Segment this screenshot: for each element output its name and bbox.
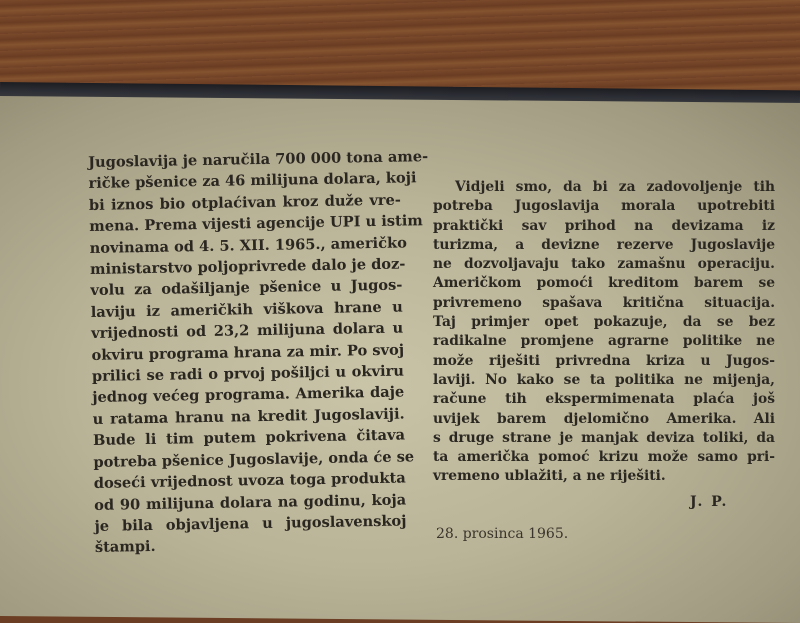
text-line: bi iznos bio otplaćivan kroz duže vre-	[88, 191, 402, 214]
text-line: uvijek barem djelomično Amerika. Ali	[433, 410, 775, 427]
author-signature: J. P.	[690, 494, 729, 510]
text-line: ta američka pomoć krizu može samo pri-	[433, 449, 775, 466]
text-line: od 90 milijuna dolara na godinu, koja	[94, 491, 407, 514]
left-text-column	[88, 147, 429, 559]
text-line: praktički sav prihod na devizama iz	[433, 217, 775, 234]
text-line: Bude li tim putem pokrivena čitava	[92, 426, 406, 450]
text-line: vremeno ublažiti, a ne riješiti.	[433, 468, 666, 485]
text-line: ministarstvo poljoprivrede dalo je doz-	[89, 255, 406, 279]
text-line: s druge strane je manjak deviza toliki, da	[433, 429, 775, 446]
text-line: u ratama hranu na kredit Jugoslaviji.	[92, 405, 405, 428]
text-line: laviju iz američkih viškova hrane u	[90, 298, 403, 321]
text-line: potreba Jugoslavija morala upotrebiti	[433, 198, 775, 215]
text-line: doseći vrijednost uvoza toga produkta	[93, 469, 406, 493]
text-line: prilici se radi o prvoj pošiljci u okviru	[91, 362, 405, 386]
text-line: Američkom pomoći kreditom barem se	[433, 275, 775, 292]
text-line: vrijednosti od 23,2 milijuna dolara u	[91, 319, 404, 343]
text-line: volu za odašiljanje pšenice u Jugos-	[90, 276, 403, 300]
article-date: 28. prosinca 1965.	[436, 526, 569, 542]
text-line: može riješiti privredna kriza u Jugos-	[433, 352, 775, 369]
text-line: turizma, a devizne rezerve Jugoslavije	[433, 236, 775, 253]
text-line: jednog većeg programa. Amerika daje	[92, 383, 405, 407]
right-text-column	[433, 178, 775, 487]
text-line: potreba pšenice Jugoslavije, onda će se	[93, 448, 415, 471]
text-line: je bila objavljena u jugoslavenskoj	[94, 512, 407, 535]
text-line: ričke pšenice za 46 milijuna dolara, koji	[88, 169, 417, 193]
text-line: račune tih ekspermimenata plaća još	[433, 391, 775, 408]
text-line: mena. Prema vijesti agencije UPI u istim	[89, 212, 423, 236]
text-line: štampi.	[94, 538, 156, 557]
text-line: Jugoslavija je naručila 700 000 tona ame-	[88, 148, 429, 171]
text-line: laviji. No kako se ta politika ne mijenja,	[433, 371, 775, 388]
text-line: novinama od 4. 5. XII. 1965., američko	[89, 234, 407, 257]
text-line: Taj primjer opet pokazuje, da se bez	[433, 314, 775, 331]
wooden-table-background	[0, 0, 800, 92]
text-line: ne dozvoljavaju tako zamašnu operaciju.	[433, 256, 775, 273]
text-line: okviru programa hrana za mir. Po svoj	[91, 341, 405, 364]
text-line: Vidjeli smo, da bi za zadovoljenje tih	[455, 179, 775, 195]
text-line: radikalne promjene agrarne politike ne	[433, 333, 775, 350]
text-line: privremeno spašava kritična situacija.	[433, 294, 775, 311]
